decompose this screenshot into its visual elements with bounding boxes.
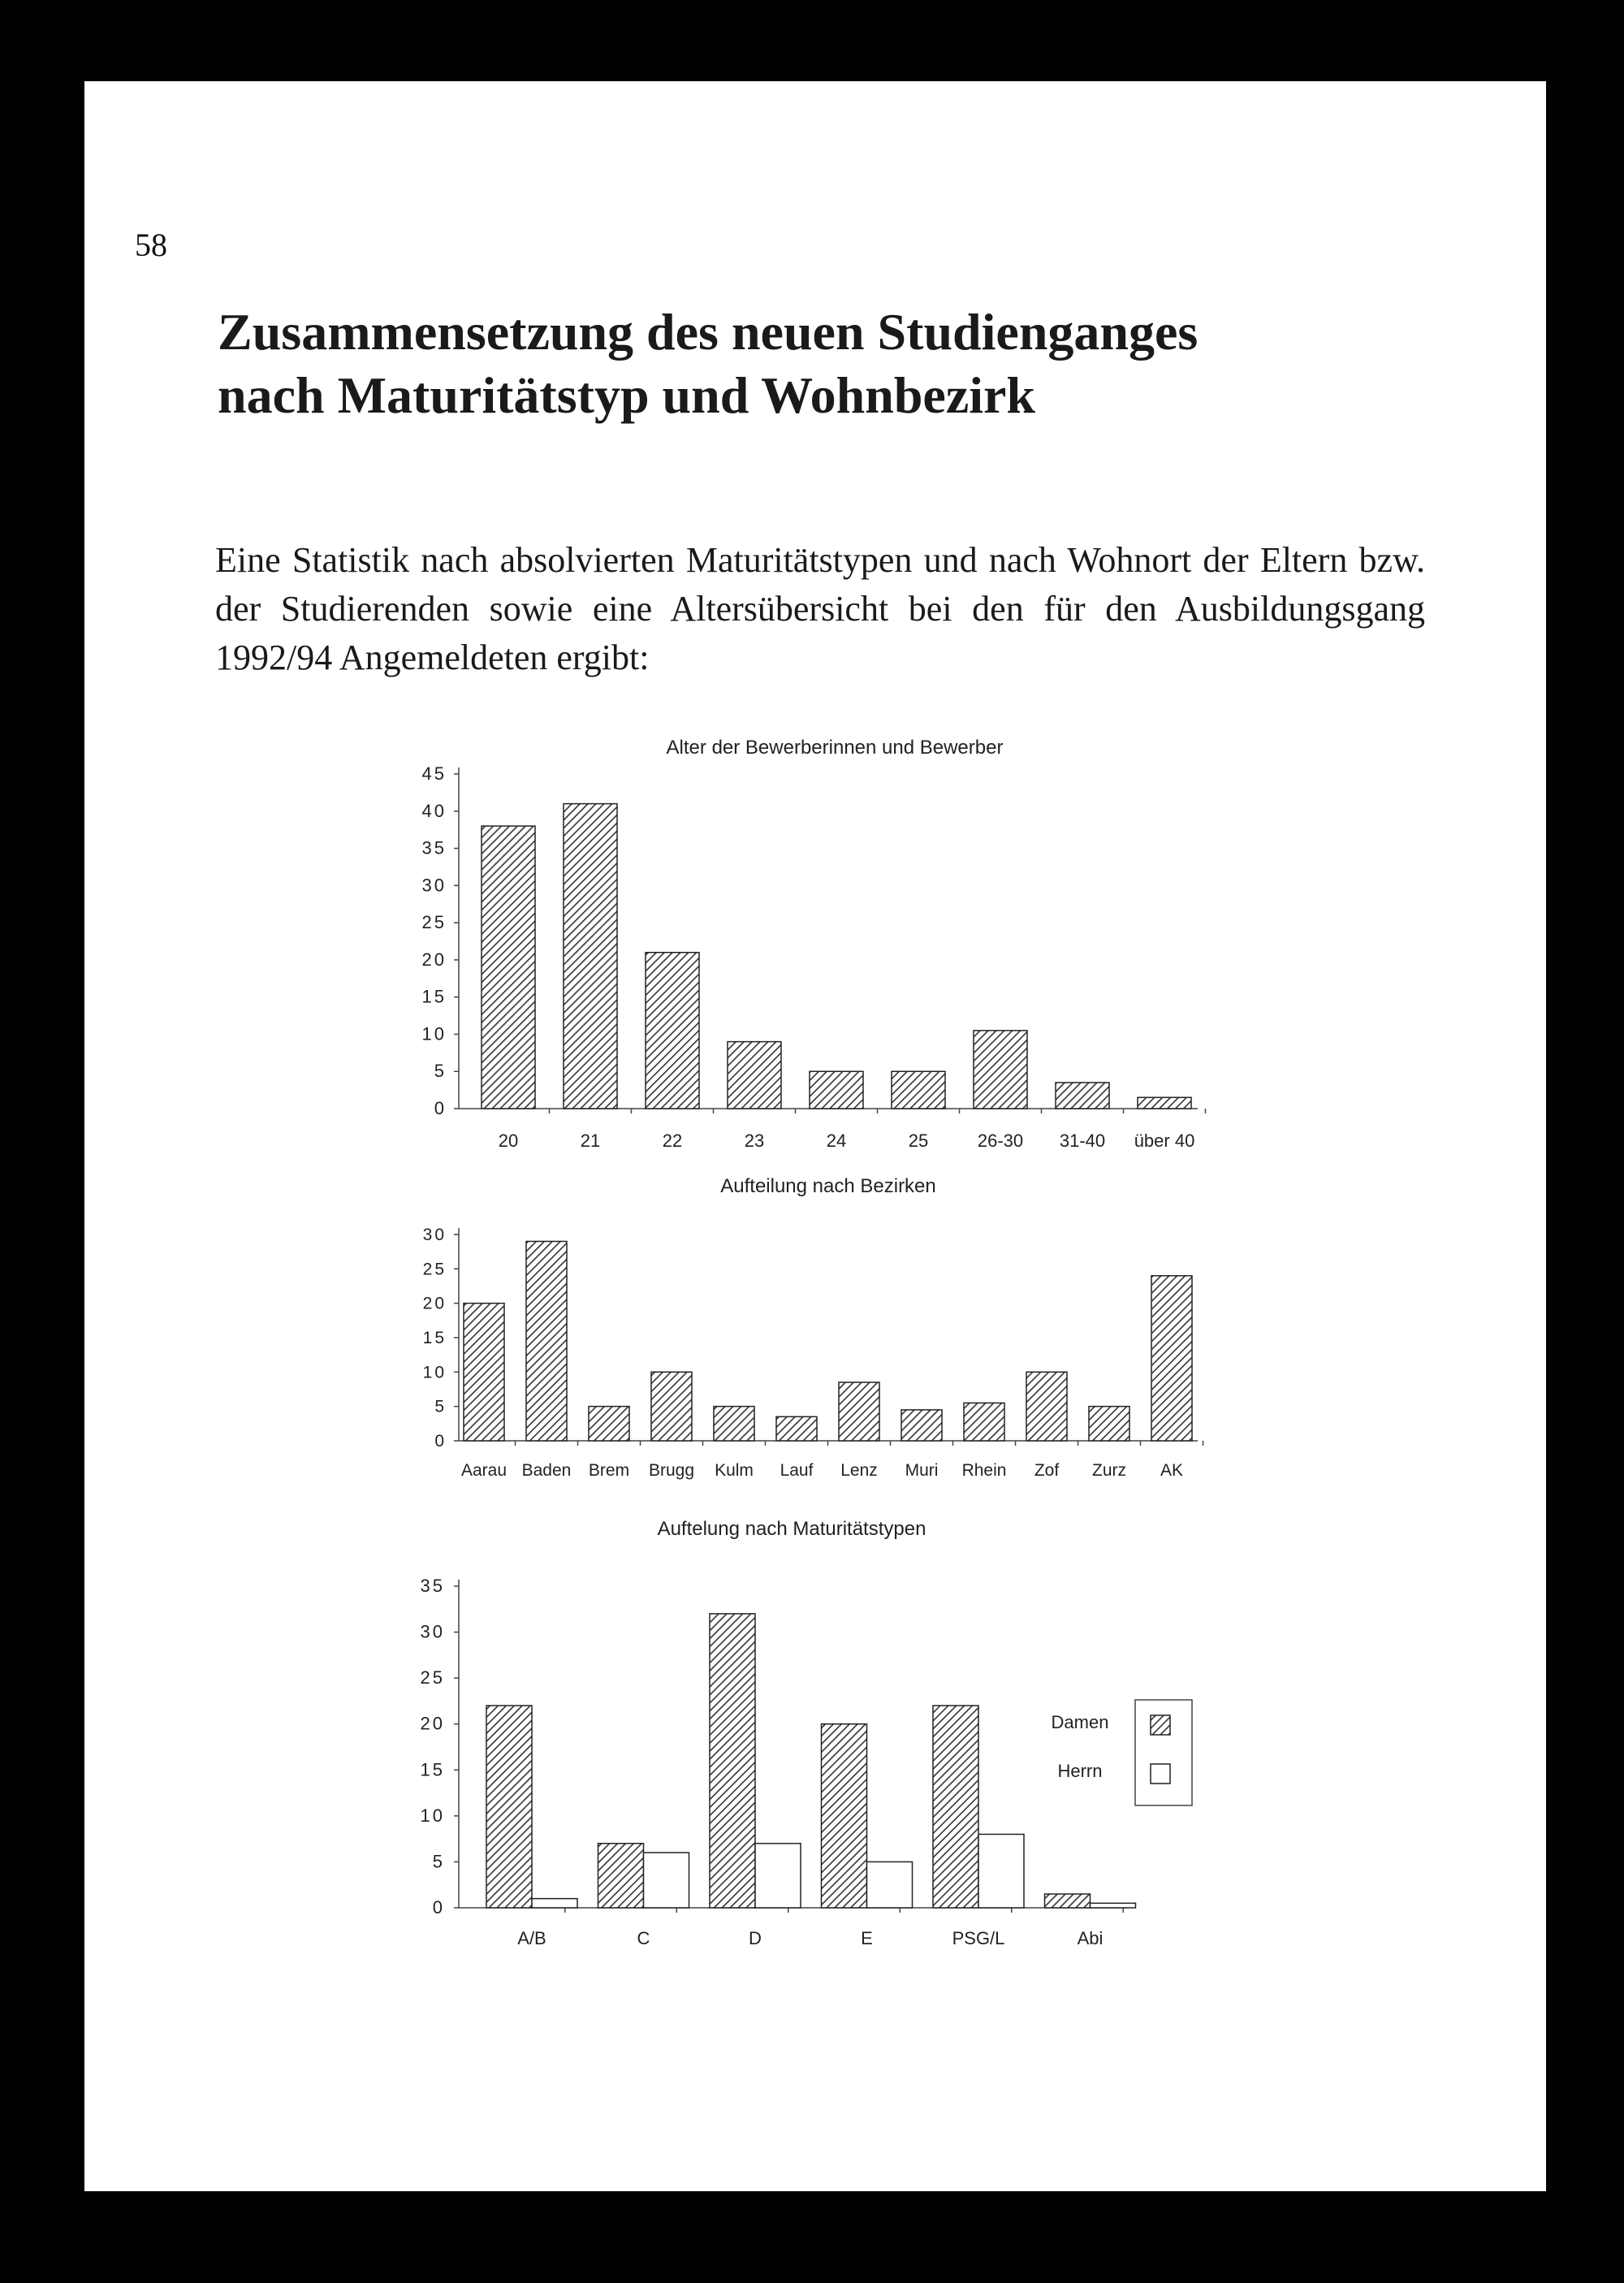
matura-chart bbox=[421, 1518, 1192, 1948]
legend-label: Damen bbox=[1051, 1712, 1109, 1732]
bar bbox=[564, 804, 617, 1109]
y-tick-label: 10 bbox=[422, 1363, 447, 1382]
bar bbox=[964, 1403, 1004, 1441]
bar bbox=[482, 826, 535, 1109]
bar bbox=[651, 1372, 692, 1441]
x-tick-label: E bbox=[861, 1928, 873, 1948]
x-tick-label: Zurz bbox=[1092, 1461, 1126, 1480]
y-tick-label: 20 bbox=[422, 1294, 447, 1313]
bar bbox=[839, 1382, 879, 1441]
bar bbox=[646, 953, 699, 1109]
bar-damen bbox=[486, 1706, 532, 1908]
legend-label: Herrn bbox=[1057, 1761, 1103, 1781]
x-tick-label: AK bbox=[1160, 1461, 1184, 1480]
x-tick-label: Zof bbox=[1034, 1461, 1060, 1480]
chart-title: Alter der Bewerberinnen und Bewerber bbox=[666, 737, 1004, 759]
y-tick-label: 0 bbox=[434, 1098, 447, 1118]
intro-paragraph: Eine Statistik nach absolvierten Maturitätstypen und nach Wohnort der Eltern bzw. der Studierenden sowie eine Altersübersicht bei den für den Ausbildungsgang 1992/94 Angemeldeten ergibt: bbox=[215, 540, 1425, 677]
y-tick-label: 15 bbox=[420, 1759, 445, 1780]
y-tick-label: 35 bbox=[420, 1576, 445, 1596]
x-tick-label: Muri bbox=[905, 1461, 939, 1480]
y-tick-label: 5 bbox=[434, 1397, 447, 1416]
bar bbox=[974, 1031, 1027, 1109]
bar bbox=[728, 1042, 781, 1109]
y-tick-label: 0 bbox=[434, 1432, 447, 1451]
x-tick-label: Baden bbox=[521, 1461, 572, 1480]
y-tick-label: 20 bbox=[421, 949, 447, 970]
bar-herrn bbox=[1091, 1903, 1136, 1908]
x-tick-label: Aarau bbox=[460, 1461, 508, 1480]
bar-damen bbox=[933, 1706, 978, 1908]
bar-damen bbox=[1045, 1894, 1091, 1908]
title-line-1: Zusammensetzung des neuen Studienganges bbox=[218, 303, 1199, 361]
y-tick-label: 30 bbox=[422, 1226, 447, 1244]
y-tick-label: 30 bbox=[421, 875, 447, 896]
y-tick-label: 5 bbox=[434, 1061, 447, 1082]
chart-title: Auftelung nach Maturitätstypen bbox=[657, 1518, 926, 1540]
x-tick-label: 25 bbox=[908, 1131, 929, 1151]
y-tick-label: 35 bbox=[421, 837, 447, 858]
bar bbox=[901, 1410, 942, 1441]
y-tick-label: 15 bbox=[422, 1329, 447, 1347]
bar-herrn bbox=[644, 1853, 689, 1908]
bar bbox=[1056, 1083, 1109, 1109]
x-tick-label: D bbox=[749, 1928, 762, 1948]
bar bbox=[810, 1071, 863, 1109]
x-tick-label: 23 bbox=[744, 1131, 765, 1151]
bar bbox=[1089, 1407, 1129, 1441]
y-tick-label: 25 bbox=[422, 1260, 447, 1279]
x-tick-label: A/B bbox=[517, 1928, 546, 1948]
age-chart bbox=[422, 737, 1206, 1151]
x-tick-label: 22 bbox=[662, 1131, 683, 1151]
x-tick-label: Rhein bbox=[961, 1461, 1007, 1480]
y-tick-label: 0 bbox=[432, 1897, 445, 1918]
bar-damen bbox=[822, 1724, 867, 1908]
x-tick-label: Brugg bbox=[648, 1461, 695, 1480]
y-tick-label: 30 bbox=[420, 1621, 445, 1642]
bar bbox=[464, 1304, 504, 1441]
bar bbox=[776, 1416, 817, 1441]
y-tick-label: 40 bbox=[421, 800, 447, 821]
y-tick-label: 45 bbox=[421, 763, 447, 784]
legend-swatch bbox=[1151, 1764, 1170, 1784]
bar-herrn bbox=[978, 1834, 1024, 1908]
bar-herrn bbox=[755, 1844, 801, 1908]
x-tick-label: 20 bbox=[498, 1131, 519, 1151]
page-number: 58 bbox=[135, 227, 167, 263]
x-tick-label: 21 bbox=[580, 1131, 601, 1151]
bar-herrn bbox=[532, 1899, 577, 1908]
bar bbox=[1026, 1372, 1067, 1441]
chart-title: Aufteilung nach Bezirken bbox=[720, 1175, 936, 1197]
bar bbox=[526, 1241, 567, 1441]
bar-damen bbox=[710, 1614, 755, 1908]
bar bbox=[589, 1407, 629, 1441]
y-tick-label: 10 bbox=[420, 1805, 445, 1826]
x-tick-label: Lauf bbox=[780, 1461, 814, 1480]
legend-swatch bbox=[1151, 1715, 1170, 1735]
title-line-2: nach Maturitätstyp und Wohnbezirk bbox=[218, 366, 1035, 424]
y-tick-label: 5 bbox=[432, 1851, 445, 1872]
y-tick-label: 25 bbox=[420, 1667, 445, 1688]
chart-legend bbox=[1052, 1700, 1192, 1805]
y-tick-label: 10 bbox=[421, 1023, 447, 1044]
bar-damen bbox=[598, 1844, 644, 1908]
bar bbox=[1151, 1276, 1192, 1441]
bar bbox=[1138, 1097, 1191, 1109]
y-tick-label: 15 bbox=[421, 986, 447, 1007]
y-tick-label: 25 bbox=[421, 912, 447, 933]
bar bbox=[714, 1407, 754, 1441]
x-tick-label: Lenz bbox=[840, 1461, 878, 1480]
x-tick-label: C bbox=[637, 1928, 650, 1948]
district-chart bbox=[423, 1175, 1203, 1480]
x-tick-label: über 40 bbox=[1134, 1131, 1195, 1151]
x-tick-label: Abi bbox=[1077, 1928, 1104, 1948]
y-tick-label: 20 bbox=[420, 1713, 445, 1734]
bar-herrn bbox=[867, 1861, 913, 1908]
x-tick-label: 31-40 bbox=[1059, 1131, 1106, 1151]
x-tick-label: Kulm bbox=[715, 1461, 754, 1480]
x-tick-label: 26-30 bbox=[977, 1131, 1024, 1151]
bar bbox=[892, 1071, 945, 1109]
x-tick-label: PSG/L bbox=[952, 1928, 1005, 1948]
x-tick-label: Brem bbox=[588, 1461, 630, 1480]
x-tick-label: 24 bbox=[826, 1131, 847, 1151]
